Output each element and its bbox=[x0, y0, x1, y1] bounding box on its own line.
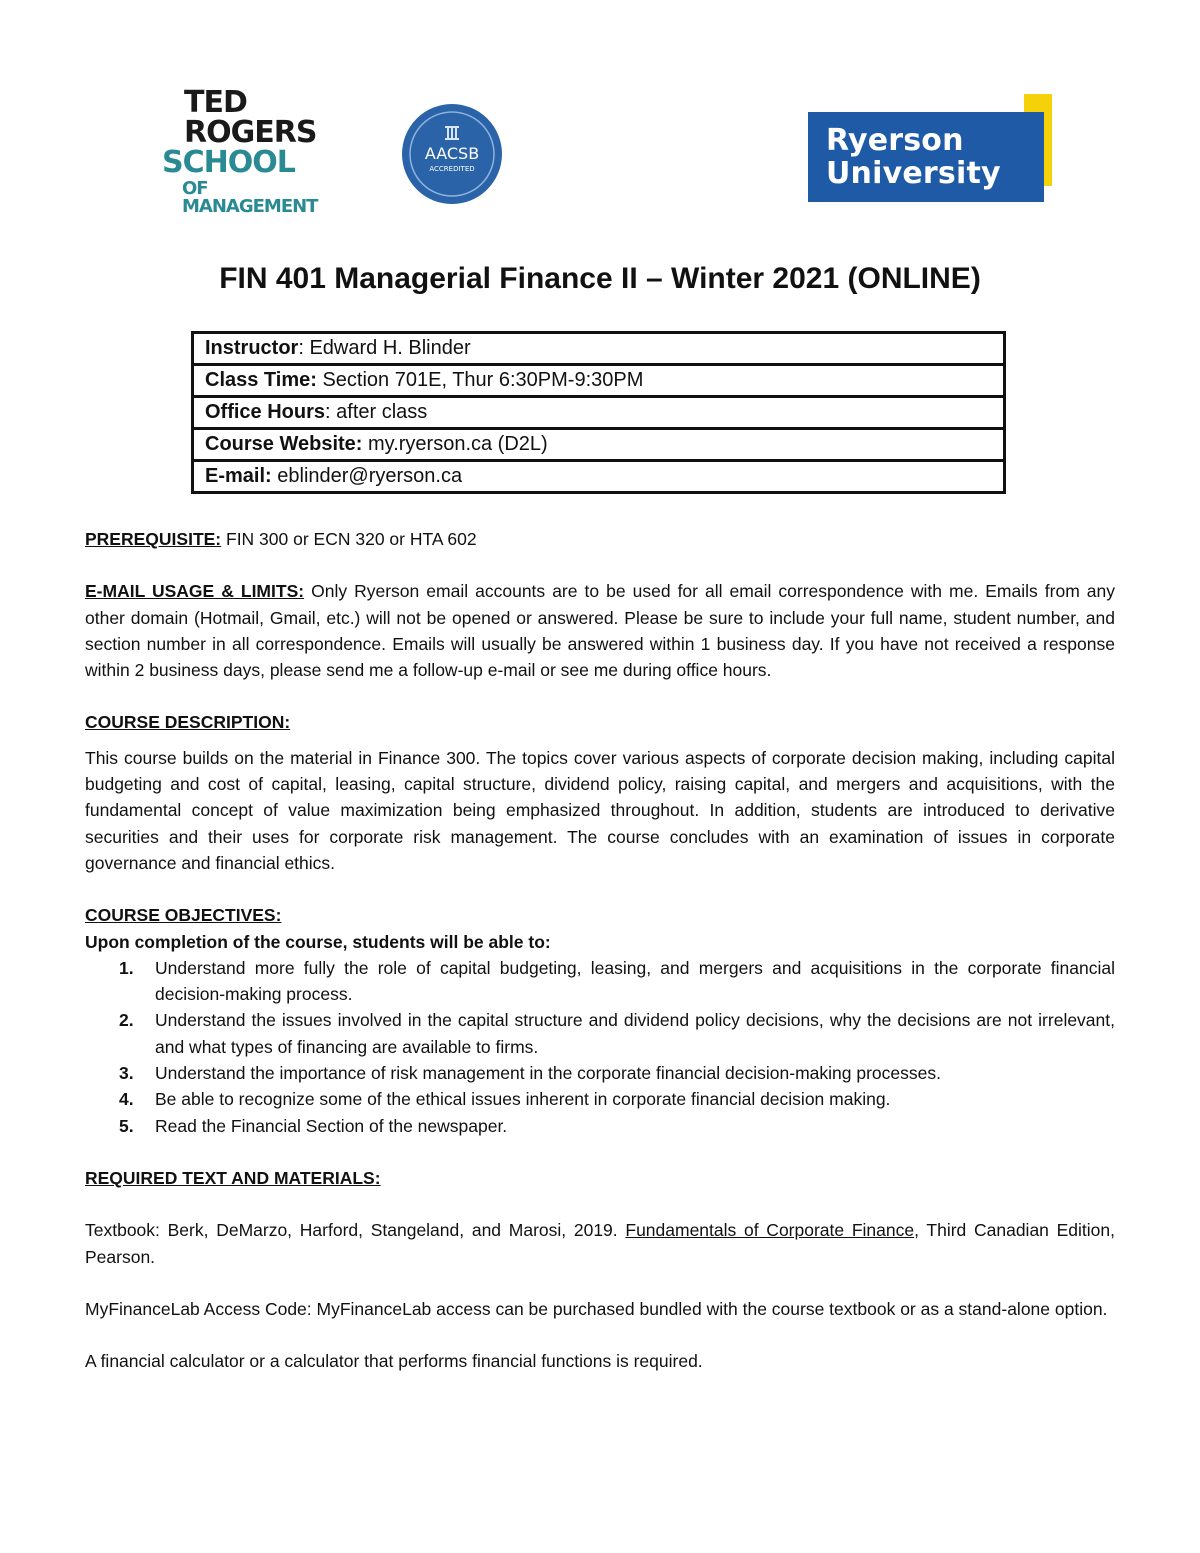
info-label: Instructor bbox=[205, 337, 299, 359]
textbook-prefix: Textbook: Berk, DeMarzo, Harford, Stangeland, and Marosi, 2019. bbox=[85, 1220, 626, 1241]
info-label: Office Hours bbox=[205, 401, 326, 423]
objective-item bbox=[119, 1086, 1115, 1112]
objective-text: Read the Financial Section of the newspaper. bbox=[155, 1115, 508, 1136]
info-value: Section 701E, Thur 6:30PM-9:30PM bbox=[322, 369, 644, 391]
info-label: Class Time: bbox=[205, 369, 317, 391]
objective-number: 4. bbox=[119, 1089, 134, 1110]
objective-text: Understand the issues involved in the capital structure and dividend policy decisions, why the decisions are not irrelevant, and what types of financing are available to firms. bbox=[155, 1010, 1115, 1057]
ryerson-logo-line: University bbox=[826, 156, 1001, 191]
objective-number: 3. bbox=[119, 1063, 134, 1084]
aacsb-seal-text: AACSB bbox=[424, 144, 480, 163]
myfinancelab-paragraph: MyFinanceLab Access Code: MyFinanceLab access can be purchased bundled with the course textbook or as a stand-alone option. bbox=[85, 1298, 1108, 1319]
course-description-text: This course builds on the material in Finance 300. The topics cover various aspects of corporate decision making, including capital budgeting and cost of capital, leasing, capital structure, dividend policy, raising capital, and mergers and acquisitions, with the fundamental concept of value maximization being emphasized throughout. In addition, students are introduced to derivative securities and their uses for corporate risk management. The course concludes with an examination of issues in corporate governance and financial ethics. bbox=[85, 747, 1115, 873]
info-row-course-website bbox=[193, 429, 1005, 461]
calculator-paragraph: A financial calculator or a calculator that performs financial functions is required. bbox=[85, 1351, 703, 1372]
info-row-office-hours bbox=[193, 397, 1005, 429]
objective-item bbox=[119, 955, 1115, 1008]
textbook-paragraph bbox=[85, 1217, 1115, 1270]
logo-header bbox=[0, 0, 1200, 220]
course-objectives-heading: COURSE OBJECTIVES: bbox=[85, 905, 282, 926]
info-separator: : bbox=[325, 401, 337, 423]
syllabus-body bbox=[85, 526, 1115, 1374]
email-usage-heading: E-MAIL USAGE & LIMITS: bbox=[85, 581, 305, 602]
email-usage-text: Only Ryerson email accounts are to be used for all email correspondence with me. Emails from any other domain (Hotmail, Gmail, etc.) will not be opened or answered. Please be sure to include your full name, student number, and section number in all correspondence. Emails will usually be answered within 1 business day. If you have not received a response within 2 business days, please send me a follow-up e-mail or see me during office hours. bbox=[85, 581, 1116, 681]
info-row-instructor bbox=[193, 333, 1005, 365]
info-separator: : bbox=[298, 337, 310, 359]
course-objectives-intro: Upon completion of the course, students will be able to: bbox=[85, 931, 551, 952]
column-icon bbox=[445, 126, 459, 140]
textbook-title: Fundamentals of Corporate Finance bbox=[625, 1220, 915, 1241]
info-row-email bbox=[193, 461, 1005, 493]
ted-rogers-logo bbox=[162, 85, 338, 217]
course-info-table bbox=[191, 331, 1006, 494]
ted-rogers-logo-line: SCHOOL bbox=[162, 145, 295, 180]
objective-text: Understand more fully the role of capital budgeting, leasing, and mergers and acquisitions in the corporate financial decision-making process. bbox=[155, 957, 1115, 1005]
prerequisite-paragraph bbox=[85, 526, 1115, 552]
ryerson-logo-text bbox=[826, 124, 1001, 190]
objective-text: Be able to recognize some of the ethical issues inherent in corporate financial decision making. bbox=[155, 1089, 891, 1110]
email-value: eblinder@ryerson.ca bbox=[277, 465, 463, 487]
page-title: FIN 401 Managerial Finance II – Winter 2021 (ONLINE) bbox=[219, 262, 981, 295]
ted-rogers-logo-line: OF MANAGEMENT bbox=[182, 178, 318, 217]
textbook-suffix: , Third Canadian Edition, Pearson. bbox=[85, 1220, 1116, 1267]
email-usage-paragraph bbox=[85, 578, 1115, 683]
objective-item bbox=[119, 1113, 1115, 1139]
objective-item bbox=[119, 1007, 1115, 1060]
objective-text: Understand the importance of risk management in the corporate financial decision-making processes. bbox=[155, 1063, 941, 1084]
aacsb-seal-subtext: ACCREDITED bbox=[429, 165, 475, 173]
course-website-value: my.ryerson.ca (D2L) bbox=[368, 433, 548, 455]
objective-number: 5. bbox=[119, 1115, 134, 1136]
objectives-list bbox=[85, 955, 1115, 1139]
objective-item bbox=[119, 1060, 1115, 1086]
ted-rogers-logo-line: TED bbox=[184, 85, 247, 120]
info-value: Edward H. Blinder bbox=[309, 337, 471, 359]
ryerson-logo-line: Ryerson bbox=[826, 123, 964, 158]
info-label: Course Website: bbox=[205, 433, 363, 455]
info-label: E-mail: bbox=[205, 465, 272, 487]
prerequisite-text: FIN 300 or ECN 320 or HTA 602 bbox=[221, 529, 477, 549]
ted-rogers-logo-line: ROGERS bbox=[184, 115, 317, 150]
objective-number: 1. bbox=[119, 957, 134, 978]
objective-number: 2. bbox=[119, 1010, 134, 1031]
prerequisite-heading: PREREQUISITE: bbox=[85, 529, 222, 549]
aacsb-accredited-seal bbox=[400, 102, 504, 206]
info-value: after class bbox=[336, 401, 428, 423]
course-description-heading: COURSE DESCRIPTION: bbox=[85, 712, 291, 733]
info-row-class-time bbox=[193, 365, 1005, 397]
ryerson-university-logo bbox=[808, 94, 1058, 204]
required-materials-heading: REQUIRED TEXT AND MATERIALS: bbox=[85, 1167, 381, 1188]
